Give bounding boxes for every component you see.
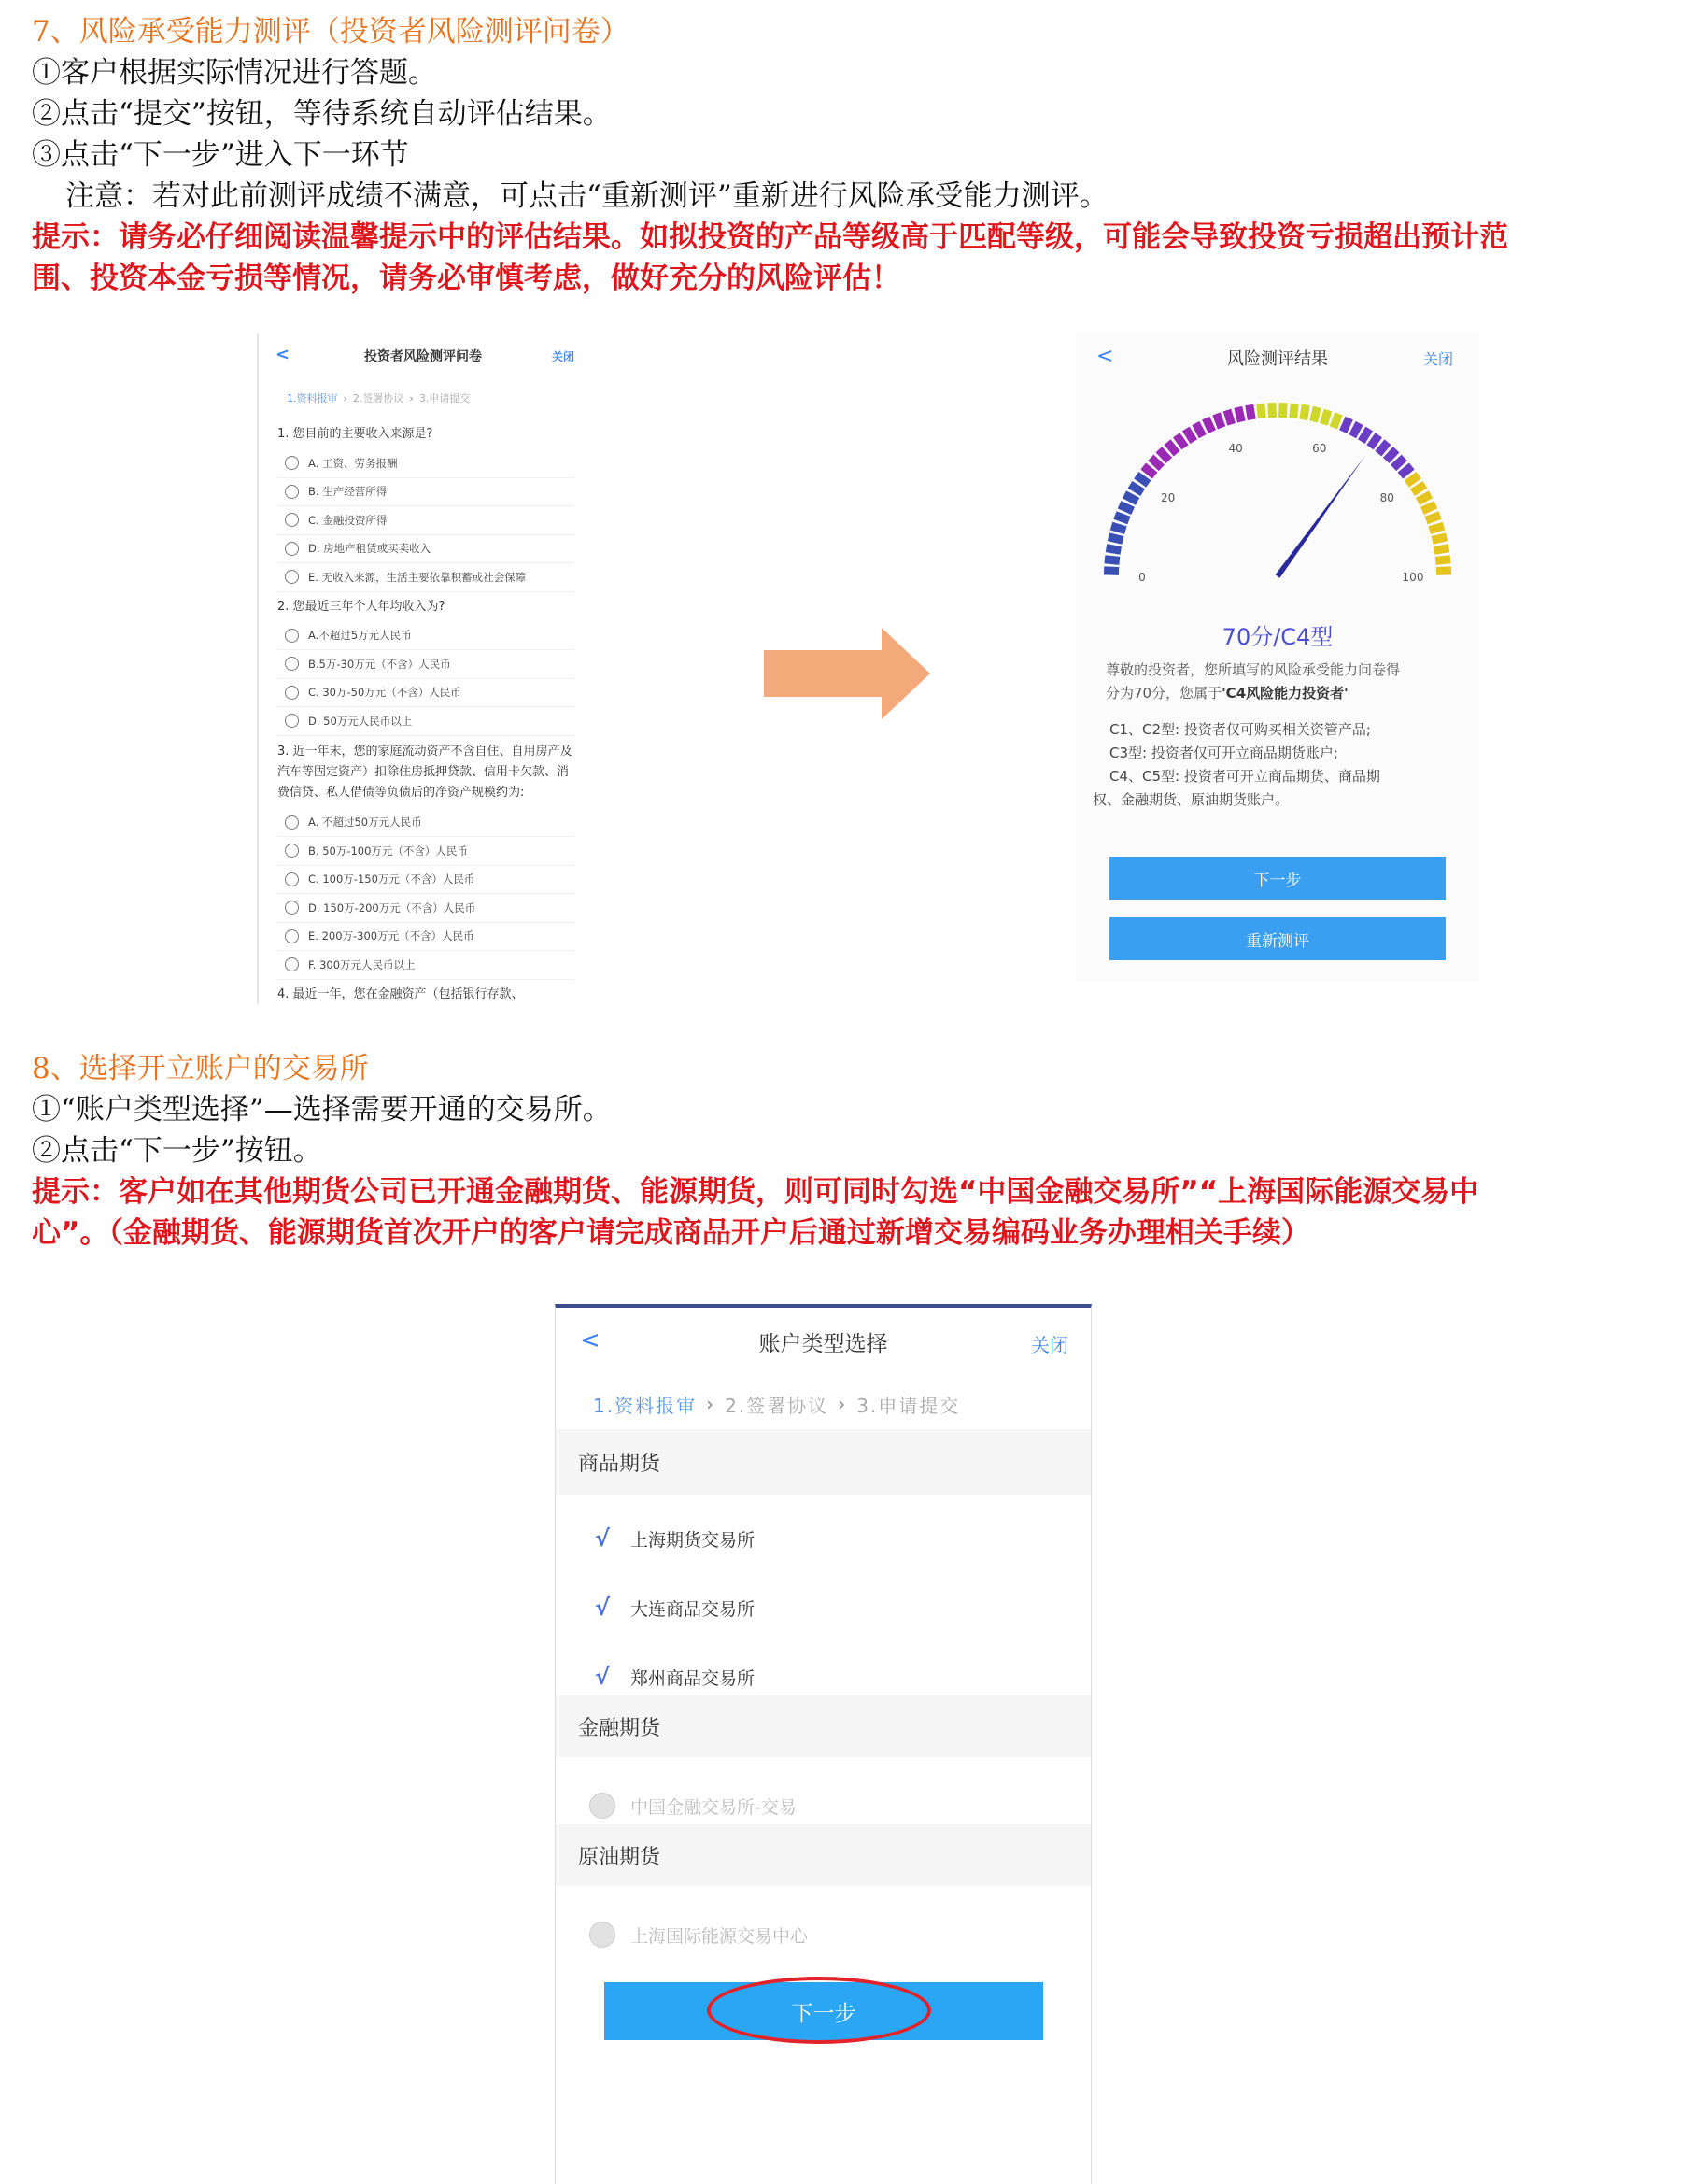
- option-label: B. 50万-100万元（不含）人民币: [308, 844, 468, 858]
- answer-option[interactable]: [277, 707, 574, 736]
- radio-icon: [285, 456, 299, 470]
- gauge-segment: [1436, 571, 1451, 572]
- gauge-segment: [1124, 494, 1137, 502]
- gauge-tick-label: 60: [1312, 442, 1327, 456]
- section-commodity-futures: 商品期货: [556, 1429, 1091, 1495]
- exchange-label: 郑州商品交易所: [630, 1667, 756, 1689]
- next-button[interactable]: 下一步: [604, 1982, 1043, 2040]
- gauge-segment: [1393, 458, 1405, 468]
- radio-icon: [285, 872, 299, 886]
- answer-option[interactable]: [277, 535, 574, 564]
- question-list: [277, 419, 574, 1004]
- gauge-segment: [1177, 435, 1185, 447]
- exchange-option-dce[interactable]: [556, 1573, 1091, 1642]
- questionnaire-screen: [257, 333, 587, 1004]
- gauge-segment: [1151, 458, 1162, 468]
- section7-heading: 7、风险承受能力测评（投资者风险测评问卷）: [32, 15, 629, 49]
- close-button[interactable]: 关闭: [551, 350, 574, 363]
- description-line: [1106, 682, 1455, 705]
- radio-icon: [285, 714, 299, 728]
- gauge-segment: [1216, 414, 1222, 428]
- result-screen: [1076, 333, 1479, 981]
- gauge-segment: [1261, 404, 1263, 418]
- gauge-needle: [1276, 456, 1365, 578]
- gauge-segment: [1343, 418, 1349, 433]
- question-3-title: 3. 近一年末，您的家庭流动资产不含自住、自用房产及汽车等固定资产）扣除住房抵押贷款、信用卡欠款、消费信贷、私人借债等负债后的净资产规模约为:: [277, 744, 572, 800]
- right-arrow-icon: [764, 628, 930, 719]
- chevron-right-icon: ›: [706, 1393, 716, 1415]
- gauge-tick-label: 20: [1161, 490, 1176, 504]
- section8-step-2: ②点击“下一步”按钮。: [32, 1134, 322, 1168]
- chevron-right-icon: ›: [838, 1393, 848, 1415]
- section8-tip-line2: 心”。（金融期货、能源期货首次开户的客户请完成商品开户后通过新增交易编码业务办理相关手续）: [32, 1216, 1310, 1250]
- progress-steps: [556, 1390, 1091, 1418]
- gauge-segment: [1283, 403, 1284, 418]
- section8-step-1: ①“账户类型选择”—选择需要开通的交易所。: [32, 1093, 612, 1127]
- gauge-segment: [1370, 435, 1378, 447]
- exchange-label: 中国金融交易所-交易: [630, 1796, 797, 1818]
- gauge-segment: [1109, 537, 1123, 541]
- close-button[interactable]: 关闭: [1031, 1334, 1068, 1356]
- unchecked-circle-icon: [589, 1922, 615, 1948]
- risk-gauge: [1076, 390, 1479, 614]
- gauge-segment: [1111, 526, 1125, 531]
- gauge-segment: [1167, 442, 1177, 453]
- check-icon: √: [594, 1664, 610, 1690]
- check-icon: √: [594, 1595, 610, 1621]
- exchange-option-ine[interactable]: [556, 1900, 1091, 1969]
- category-c3: C3型: 投资者仅可开立商品期货账户;: [1109, 745, 1338, 761]
- radio-icon: [285, 657, 299, 671]
- questionnaire-header: [259, 333, 587, 378]
- answer-option[interactable]: [277, 478, 574, 507]
- gauge-segment: [1195, 423, 1203, 436]
- category-c4-c5-cont: 权、金融期货、原油期货账户。: [1093, 791, 1290, 808]
- gauge-segment: [1238, 407, 1242, 422]
- gauge-tick-label: 80: [1379, 490, 1394, 504]
- section7-step-2: ②点击“提交”按钮，等待系统自动评估结果。: [32, 97, 612, 131]
- back-icon[interactable]: <: [1096, 345, 1114, 368]
- gauge-segment: [1426, 515, 1440, 520]
- step-3: 3.申请提交: [856, 1394, 961, 1417]
- section8-tip-line1: 提示：客户如在其他期货公司已开通金融期货、能源期货，则可同时勾选“中国金融交易所”“上海国际能源交易中: [32, 1175, 1479, 1209]
- option-label: A.不超过5万元人民币: [308, 629, 412, 643]
- gauge-segment: [1334, 414, 1339, 428]
- option-label: A. 不超过50万元人民币: [308, 815, 422, 830]
- section7-tip-line2: 围、投资本金亏损等情况，请务必审慎考虑，做好充分的风险评估！: [32, 262, 900, 295]
- radio-icon: [285, 686, 299, 700]
- check-icon: √: [594, 1525, 610, 1552]
- gauge-segment: [1115, 515, 1129, 520]
- step-1: 1.资料报审: [287, 392, 338, 404]
- back-icon[interactable]: <: [275, 345, 290, 364]
- gauge-segment: [1293, 404, 1295, 418]
- radio-icon: [285, 957, 299, 971]
- gauge-tick-label: 0: [1138, 571, 1146, 584]
- gauge-segment: [1104, 571, 1119, 572]
- step-2: 2.签署协议: [725, 1394, 829, 1417]
- account-type-screen: [555, 1304, 1092, 2184]
- section7-step-3: ③点击“下一步”进入下一环节: [32, 138, 409, 172]
- next-button[interactable]: 下一步: [1109, 857, 1446, 900]
- result-header: [1076, 333, 1479, 382]
- gauge-segment: [1378, 442, 1388, 453]
- gauge-tick-label: 40: [1228, 442, 1243, 456]
- retest-button[interactable]: 重新测评: [1109, 917, 1446, 960]
- option-label: D. 150万-200万元（不含）人民币: [308, 901, 476, 915]
- gauge-segment: [1430, 526, 1444, 531]
- radio-icon: [285, 844, 299, 858]
- progress-steps: [259, 390, 587, 406]
- gauge-segment: [1406, 475, 1419, 484]
- option-label: D. 房地产租赁或买卖收入: [308, 542, 431, 556]
- gauge-segment: [1206, 418, 1212, 433]
- gauge-segment: [1352, 423, 1360, 436]
- option-label: D. 50万元人民币以上: [308, 714, 413, 728]
- gauge-segment: [1400, 466, 1411, 475]
- section-crude-oil-futures: 原油期货: [556, 1824, 1091, 1886]
- section7-tip-line1: 提示：请务必仔细阅读温馨提示中的评估结果。如拟投资的产品等级高于匹配等级，可能会导致投资亏损超出预计范: [32, 220, 1508, 254]
- section7-text: [32, 11, 1675, 299]
- gauge-segment: [1227, 410, 1232, 424]
- question-1-title: 1. 您目前的主要收入来源是?: [277, 427, 433, 441]
- radio-icon: [285, 929, 299, 943]
- answer-option[interactable]: [277, 506, 574, 535]
- option-label: F. 300万元人民币以上: [308, 957, 416, 971]
- section7-note: 注意：若对此前测评成绩不满意，可点击“重新测评”重新进行风险承受能力测评。: [65, 179, 1109, 213]
- step-2: 2.签署协议: [352, 392, 404, 404]
- gauge-segment: [1362, 429, 1369, 442]
- step-1: 1.资料报审: [593, 1394, 698, 1417]
- gauge-segment: [1159, 449, 1169, 461]
- step-3: 3.申请提交: [418, 392, 471, 404]
- description-text: 分为70分，您属于: [1106, 685, 1222, 702]
- section7-step-1: ①客户根据实际情况进行答题。: [32, 56, 437, 90]
- gauge-segment: [1422, 504, 1436, 511]
- option-label: A. 工资、劳务报酬: [308, 456, 398, 470]
- answer-option[interactable]: [277, 563, 574, 592]
- category-list: [1109, 718, 1455, 788]
- category-c4-c5: C4、C5型: 投资者可开立商品期货、商品期: [1109, 768, 1380, 785]
- exchange-label: 上海期货交易所: [630, 1529, 756, 1551]
- gauge-segment: [1323, 410, 1328, 424]
- exchange-label: 上海国际能源交易中心: [630, 1925, 809, 1947]
- description-line: 尊敬的投资者，您所填写的风险承受能力问卷得: [1106, 661, 1401, 678]
- exchange-label: 大连商品交易所: [630, 1598, 756, 1620]
- highlight-ellipse: [707, 1977, 931, 2044]
- gauge-segment: [1433, 537, 1448, 541]
- gauge-segment: [1314, 407, 1318, 422]
- option-label: C. 30万-50万元（不含）人民币: [308, 686, 461, 700]
- gauge-segment: [1105, 560, 1120, 561]
- answer-option[interactable]: [277, 809, 574, 838]
- chevron-right-icon: ›: [409, 391, 414, 404]
- question-4-title: 4. 最近一年，您在金融资产（包括银行存款、: [277, 986, 524, 1001]
- gauge-segment: [1137, 475, 1149, 484]
- gauge-segment: [1186, 429, 1194, 442]
- questionnaire-title: 投资者风险测评问卷: [364, 349, 482, 364]
- answer-option[interactable]: [277, 894, 574, 923]
- section8-heading: 8、选择开立账户的交易所: [32, 1052, 369, 1085]
- gauge-segment: [1106, 548, 1121, 551]
- account-title: 账户类型选择: [758, 1331, 888, 1356]
- radio-icon: [285, 570, 299, 584]
- radio-icon: [285, 901, 299, 915]
- radio-icon: [285, 513, 299, 527]
- result-description: [1106, 659, 1455, 705]
- option-label: E. 200万-300万元（不含）人民币: [308, 929, 474, 943]
- category-c1-c2: C1、C2型: 投资者仅可购买相关资管产品;: [1109, 721, 1371, 738]
- answer-option[interactable]: [277, 679, 574, 708]
- gauge-segment: [1143, 466, 1154, 475]
- gauge-segment: [1386, 449, 1396, 461]
- answer-option[interactable]: [277, 923, 574, 952]
- answer-option[interactable]: [277, 622, 574, 651]
- option-label: C. 金融投资所得: [308, 513, 388, 527]
- answer-option[interactable]: [277, 449, 574, 478]
- close-button[interactable]: 关闭: [1422, 350, 1453, 368]
- score-label: 70分/C4型: [1222, 624, 1334, 650]
- exchange-option-shfe[interactable]: [556, 1504, 1091, 1573]
- gauge-segment: [1304, 404, 1307, 419]
- option-label: E. 无收入来源，生活主要依靠积蓄或社会保障: [308, 570, 527, 584]
- section8-text: [32, 1048, 1675, 1254]
- gauge-segment: [1434, 548, 1449, 551]
- gauge-segment: [1412, 485, 1425, 492]
- radio-icon: [285, 815, 299, 830]
- result-title: 风险测评结果: [1227, 349, 1328, 369]
- option-label: B.5万-30万元（不含）人民币: [308, 657, 451, 671]
- section-financial-futures: 金融期货: [556, 1695, 1091, 1757]
- gauge-segment: [1250, 404, 1252, 419]
- account-header: [556, 1308, 1091, 1375]
- chevron-right-icon: ›: [343, 391, 347, 404]
- gauge-segment: [1435, 560, 1450, 561]
- answer-option[interactable]: [277, 951, 574, 980]
- answer-option[interactable]: [277, 866, 574, 895]
- unchecked-circle-icon: [589, 1793, 615, 1819]
- radio-icon: [285, 629, 299, 643]
- gauge-segment: [1272, 403, 1273, 418]
- radio-icon: [285, 542, 299, 556]
- option-label: B. 生产经营所得: [308, 485, 388, 499]
- gauge-segment: [1418, 494, 1431, 502]
- gauge-segment: [1130, 485, 1143, 492]
- gauge-tick-label: 100: [1402, 571, 1424, 584]
- answer-option[interactable]: [277, 837, 574, 866]
- question-2-title: 2. 您最近三年个人年均收入为?: [277, 599, 445, 614]
- answer-option[interactable]: [277, 650, 574, 679]
- option-label: C. 100万-150万元（不含）人民币: [308, 872, 475, 886]
- gauge-segment: [1120, 504, 1134, 511]
- radio-icon: [285, 485, 299, 499]
- investor-type: 'C4风险能力投资者': [1222, 685, 1349, 702]
- back-icon[interactable]: <: [580, 1326, 600, 1354]
